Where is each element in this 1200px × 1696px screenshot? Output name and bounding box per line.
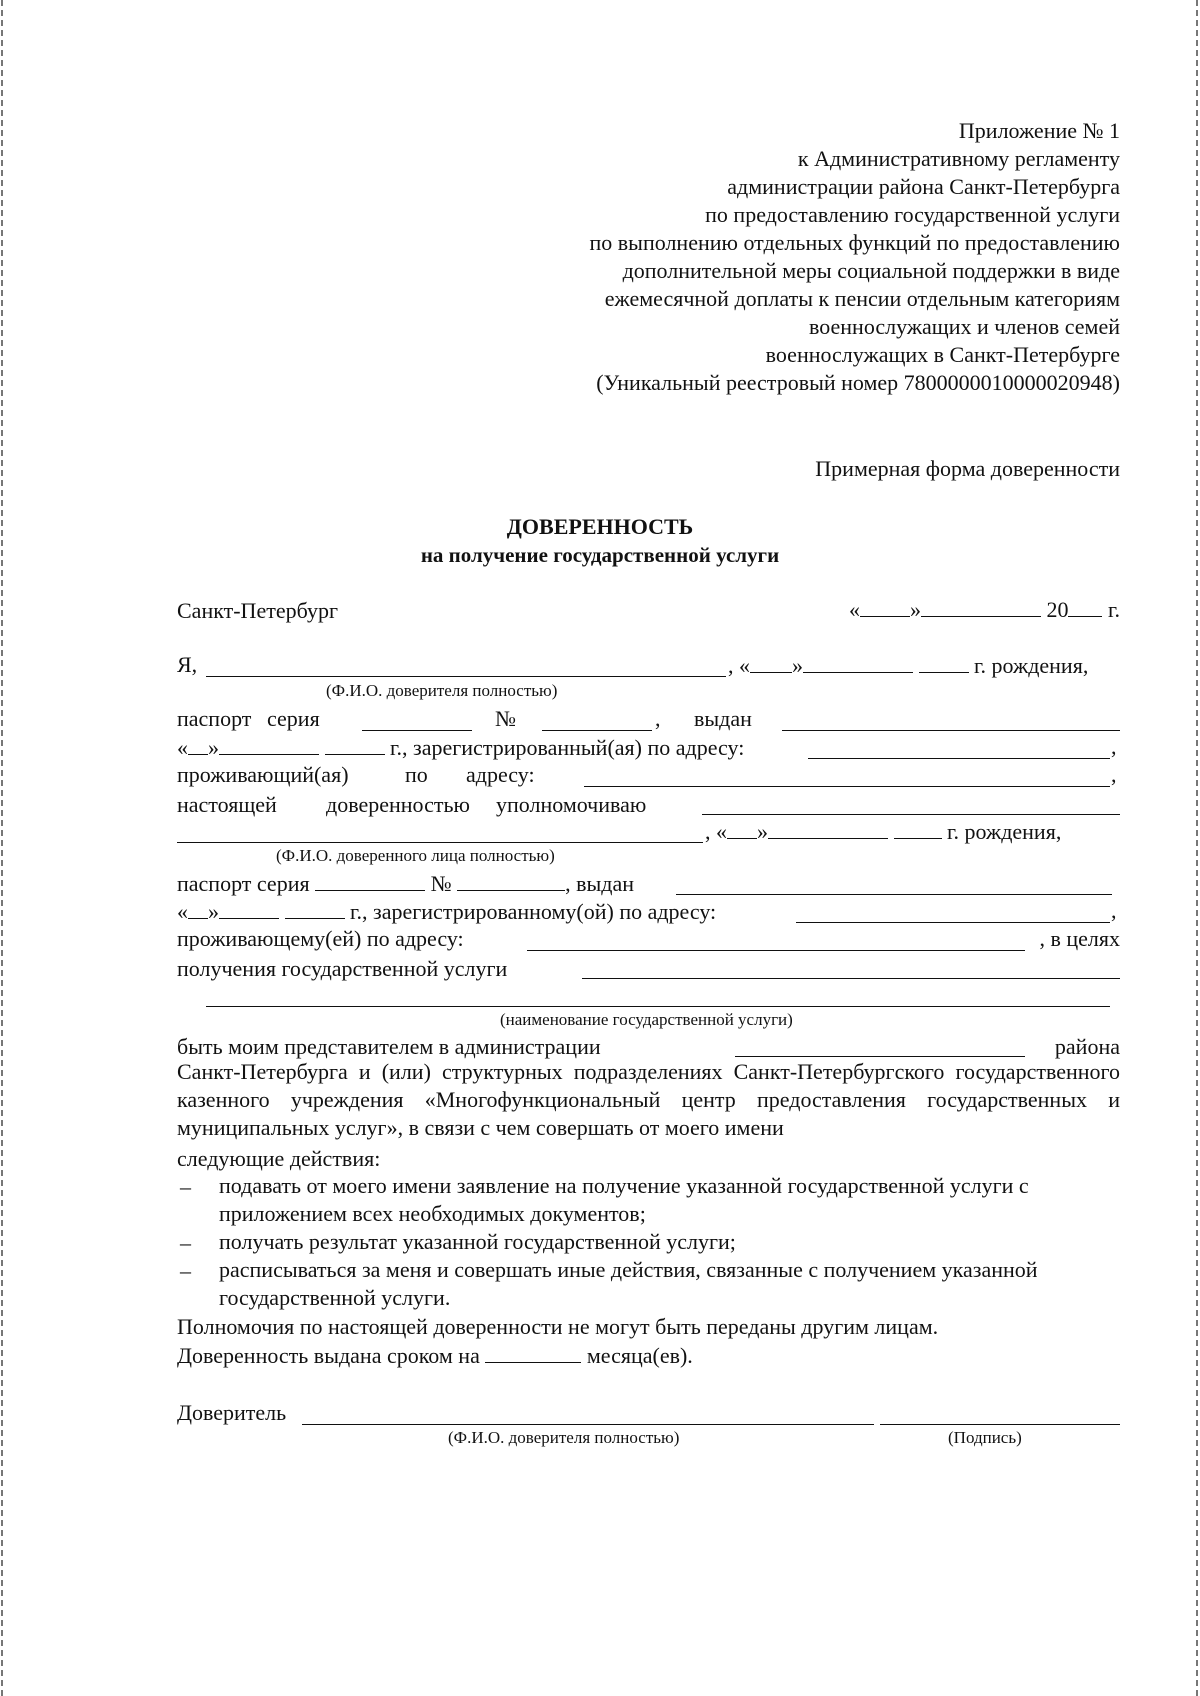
agent-passport-line: паспорт серия № , выдан [177, 871, 634, 896]
agent-number-blank[interactable] [457, 870, 565, 891]
principal-series-blank[interactable] [362, 730, 472, 731]
actions-intro: следующие действия: [177, 1146, 381, 1171]
city: Санкт-Петербург [177, 598, 338, 623]
agent-issue-month-blank[interactable] [219, 898, 279, 919]
agent-living-label: проживающему(ей) по адресу: [177, 926, 464, 951]
principal-issue-year-blank[interactable] [325, 734, 385, 755]
district-name-blank[interactable] [735, 1056, 1025, 1057]
term-line: Доверенность выдана сроком на месяца(ев). [177, 1343, 693, 1368]
header-line-10: (Уникальный реестровый номер 7800000010000020948) [596, 370, 1120, 395]
scan-edge-right [1196, 0, 1198, 1696]
agent-birth-month-blank[interactable] [768, 818, 888, 839]
authorize-word-1: настоящей [177, 792, 277, 817]
scan-edge-left [1, 0, 3, 1696]
agent-birth-date: , « » г. рождения, [705, 819, 1062, 844]
principal-issued-comma: , [655, 706, 661, 731]
header-line-1: Приложение № 1 [958, 118, 1120, 143]
district-word: района [1054, 1034, 1120, 1059]
service-name-blank-1[interactable] [582, 978, 1120, 979]
agent-series-blank[interactable] [315, 870, 425, 891]
principal-number-blank[interactable] [542, 730, 652, 731]
list-item-3-dash: – [180, 1258, 191, 1283]
agent-name-blank-2[interactable] [177, 842, 703, 843]
principal-birth-day-blank[interactable] [750, 652, 792, 673]
agent-issue-year-blank[interactable] [285, 898, 345, 919]
service-name-blank-2[interactable] [206, 1006, 1110, 1007]
representative-text: быть моим представителем в администрации [177, 1034, 601, 1059]
service-name-caption: (наименование государственной услуги) [500, 1010, 793, 1029]
header-line-9: военнослужащих в Санкт-Петербурге [765, 342, 1120, 367]
principal-living-address-blank[interactable] [584, 786, 1110, 787]
principal-issue-day-blank[interactable] [188, 734, 208, 755]
header-line-7: ежемесячной доплаты к пенсии отдельным категориям [604, 286, 1120, 311]
principal-issued-label: выдан [694, 706, 752, 731]
list-item-3: расписываться за меня и совершать иные действия, связанные с получением указанной государственной услуги. [219, 1257, 1038, 1310]
agent-issued-blank[interactable] [676, 894, 1112, 895]
authorize-word-3: уполномочиваю [496, 792, 647, 817]
principal-registration-line: « » г., зарегистрированный(ая) по адресу: [177, 735, 745, 760]
agent-purpose-tail: , в целях [1039, 926, 1120, 951]
agent-living-address-blank[interactable] [527, 950, 1025, 951]
principal-birth-year-blank[interactable] [919, 652, 969, 673]
signature-sign-blank[interactable] [880, 1424, 1120, 1425]
agent-birth-day-blank[interactable] [727, 818, 757, 839]
date-year-blank[interactable] [1068, 596, 1102, 617]
agent-registration-address-blank[interactable] [796, 922, 1110, 923]
principal-living-by: по [405, 762, 428, 787]
signature-name-caption: (Ф.И.О. доверителя полностью) [448, 1428, 680, 1447]
header-line-5: по выполнению отдельных функций по предоставлению [589, 230, 1120, 255]
principal-birth-date: , « » г. рождения, [728, 653, 1089, 678]
list-item-1: подавать от моего имени заявление на получение указанной государственной услуги с приложением всех необходимых документов; [219, 1173, 1029, 1226]
principal-issue-month-blank[interactable] [219, 734, 319, 755]
principal-registration-comma: , [1111, 734, 1117, 759]
agent-name-blank-1[interactable] [702, 814, 1120, 815]
form-caption: Примерная форма доверенности [815, 456, 1120, 481]
signature-name-blank[interactable] [302, 1424, 874, 1425]
signature-sign-caption: (Подпись) [948, 1428, 1022, 1447]
signature-label: Доверитель [177, 1400, 287, 1425]
agent-birth-year-blank[interactable] [894, 818, 942, 839]
principal-living-address: адресу: [466, 762, 535, 787]
principal-living-comma: , [1111, 762, 1117, 787]
header-line-2: к Административному регламенту [797, 146, 1120, 171]
date-day-blank[interactable] [860, 596, 910, 617]
list-item-1-dash: – [180, 1174, 191, 1199]
principal-registration-address-blank[interactable] [808, 758, 1110, 759]
service-label: получения государственной услуги [177, 956, 508, 981]
date-line: « » 20 г. [848, 597, 1120, 622]
header-line-3: администрации района Санкт-Петербурга [727, 174, 1120, 199]
principal-i: Я, [177, 652, 198, 677]
header-line-4: по предоставлению государственной услуги [705, 202, 1120, 227]
agent-name-caption: (Ф.И.О. доверенного лица полностью) [276, 846, 555, 865]
principal-name-blank[interactable] [206, 676, 726, 677]
principal-living-label: проживающий(ая) [177, 762, 349, 787]
authorization-paragraph: Санкт-Петербурга и (или) структурных подразделениях Санкт-Петербургского государственного казенного учреждения «Многофункциональный центр предоставления государственных и муниципальных услуг», в связи с чем совершать от моего имени [177, 1059, 1120, 1140]
term-months-blank[interactable] [485, 1342, 581, 1363]
agent-registration-line: « » г., зарегистрированному(ой) по адресу: [177, 899, 717, 924]
list-item-2-dash: – [180, 1230, 191, 1255]
principal-birth-month-blank[interactable] [803, 652, 913, 673]
header-line-8: военнослужащих и членов семей [809, 314, 1120, 339]
principal-name-caption: (Ф.И.О. доверителя полностью) [326, 681, 558, 700]
document-title: ДОВЕРЕННОСТЬ [506, 514, 694, 539]
principal-series-label: серия [267, 706, 320, 731]
no-transfer-text: Полномочия по настоящей доверенности не могут быть переданы другим лицам. [177, 1314, 939, 1339]
authorize-word-2: доверенностью [326, 792, 470, 817]
date-month-blank[interactable] [921, 596, 1041, 617]
principal-number-label: № [495, 706, 516, 731]
list-item-2: получать результат указанной государственной услуги; [219, 1229, 736, 1254]
principal-issued-blank[interactable] [782, 730, 1120, 731]
agent-issue-day-blank[interactable] [188, 898, 208, 919]
header-line-6: дополнительной меры социальной поддержки в виде [622, 258, 1120, 283]
agent-registration-comma: , [1111, 898, 1117, 923]
principal-passport-label: паспорт [177, 706, 252, 731]
document-subtitle: на получение государственной услуги [420, 543, 780, 567]
